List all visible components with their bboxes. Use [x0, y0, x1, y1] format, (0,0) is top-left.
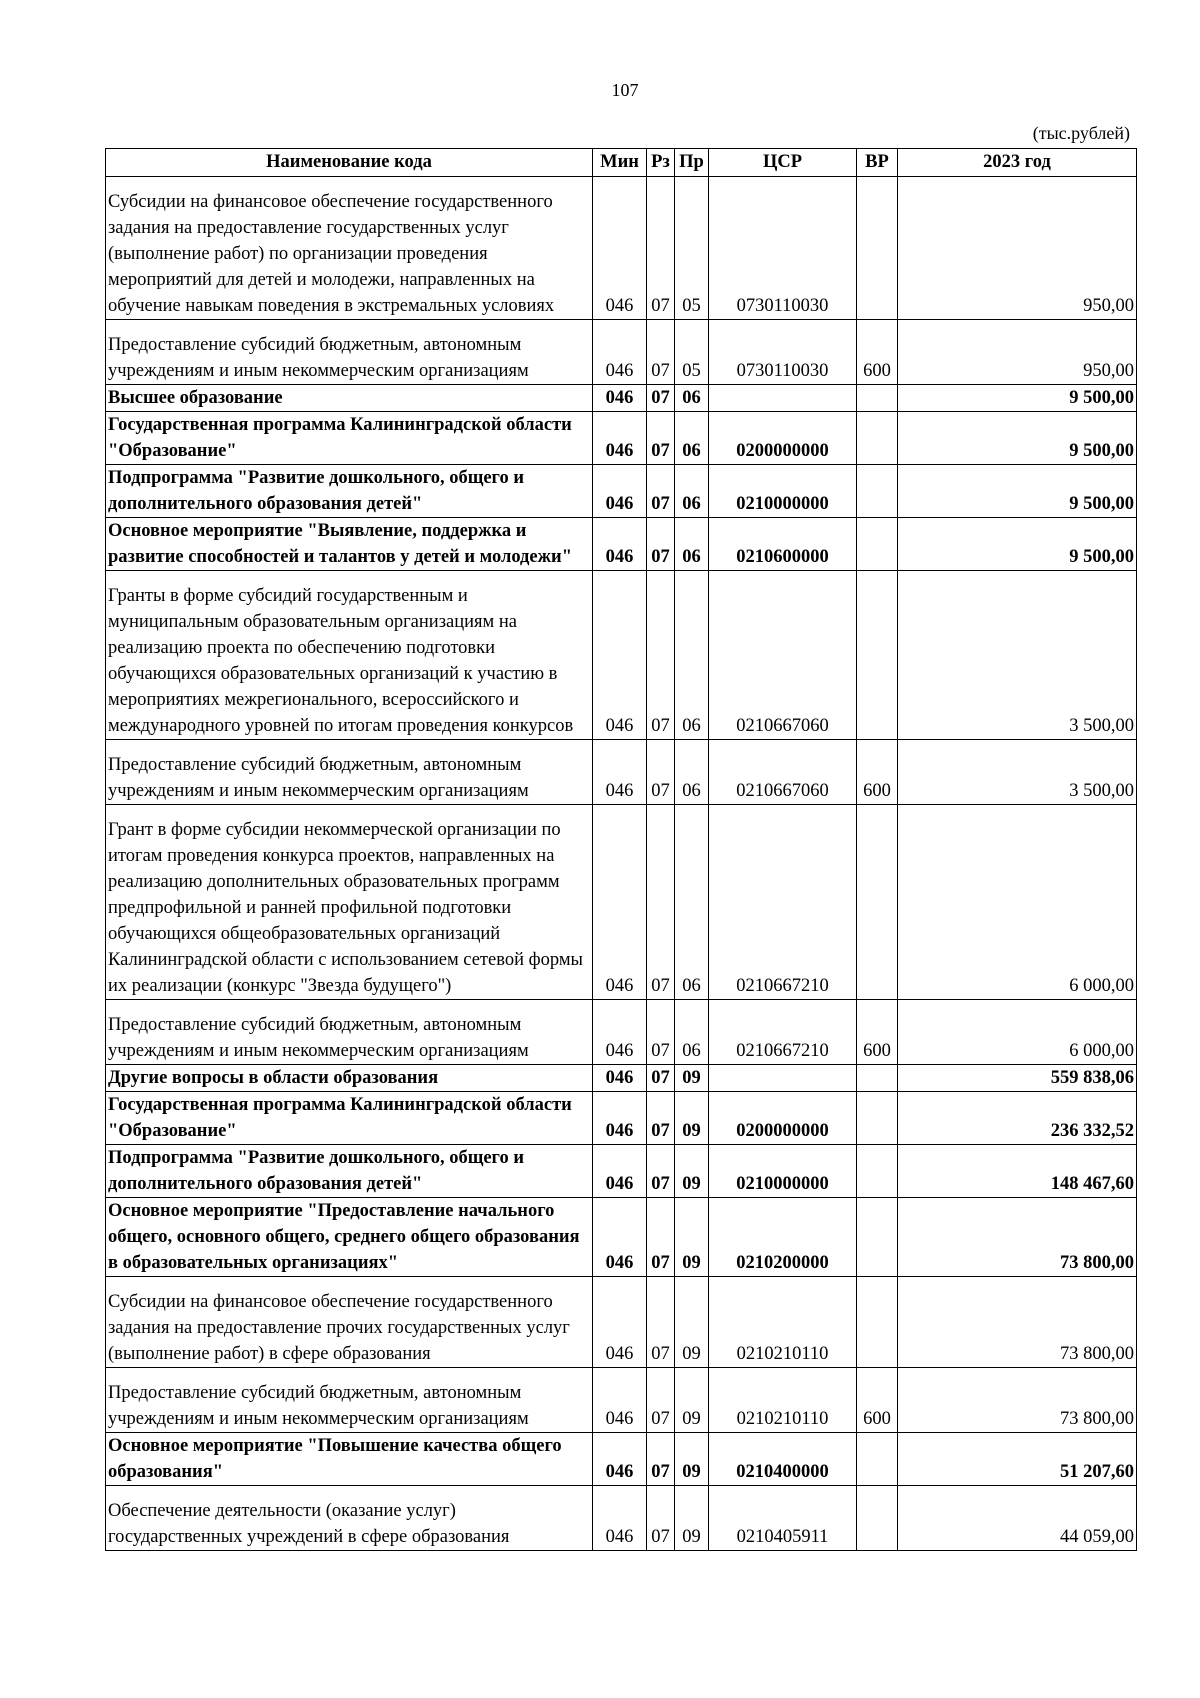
cell-pr: 09 [675, 1433, 709, 1486]
cell-name: Предоставление субсидий бюджетным, автономным учреждениям и иным некоммерческим организациям [106, 320, 593, 385]
cell-rz: 07 [647, 320, 675, 385]
cell-csr: 0210667060 [709, 571, 857, 740]
cell-amount: 73 800,00 [898, 1198, 1137, 1277]
cell-csr: 0210667210 [709, 805, 857, 1000]
cell-rz: 07 [647, 518, 675, 571]
cell-pr: 09 [675, 1092, 709, 1145]
cell-vr: 600 [857, 320, 898, 385]
cell-min: 046 [593, 385, 647, 412]
cell-name: Высшее образование [106, 385, 593, 412]
cell-rz: 07 [647, 1277, 675, 1368]
cell-min: 046 [593, 177, 647, 320]
cell-vr [857, 1277, 898, 1368]
cell-name: Государственная программа Калининградской области "Образование" [106, 1092, 593, 1145]
cell-csr: 0200000000 [709, 412, 857, 465]
table-row [106, 1145, 1137, 1198]
cell-csr: 0210210110 [709, 1368, 857, 1433]
cell-pr: 06 [675, 805, 709, 1000]
cell-rz: 07 [647, 1065, 675, 1092]
cell-min: 046 [593, 740, 647, 805]
cell-name: Обеспечение деятельности (оказание услуг) государственных учреждений в сфере образования [106, 1486, 593, 1551]
cell-amount: 6 000,00 [898, 1000, 1137, 1065]
cell-vr [857, 1198, 898, 1277]
cell-pr: 06 [675, 740, 709, 805]
cell-rz: 07 [647, 1433, 675, 1486]
cell-rz: 07 [647, 805, 675, 1000]
cell-csr [709, 1065, 857, 1092]
cell-vr [857, 1145, 898, 1198]
cell-min: 046 [593, 1368, 647, 1433]
cell-name: Основное мероприятие "Предоставление начального общего, основного общего, среднего общего образования в образовательных организациях" [106, 1198, 593, 1277]
cell-min: 046 [593, 1092, 647, 1145]
cell-pr: 09 [675, 1277, 709, 1368]
cell-rz: 07 [647, 1368, 675, 1433]
table-row [106, 1198, 1137, 1277]
cell-amount: 3 500,00 [898, 571, 1137, 740]
cell-amount: 6 000,00 [898, 805, 1137, 1000]
table-row [106, 740, 1137, 805]
cell-min: 046 [593, 1433, 647, 1486]
table-row [106, 1000, 1137, 1065]
cell-vr: 600 [857, 1368, 898, 1433]
table-row [106, 1368, 1137, 1433]
table-row [106, 320, 1137, 385]
header-csr: ЦСР [709, 149, 857, 177]
cell-csr: 0210210110 [709, 1277, 857, 1368]
cell-amount: 9 500,00 [898, 465, 1137, 518]
cell-vr [857, 385, 898, 412]
cell-pr: 06 [675, 412, 709, 465]
cell-rz: 07 [647, 385, 675, 412]
table-row [106, 412, 1137, 465]
cell-name: Предоставление субсидий бюджетным, автономным учреждениям и иным некоммерческим организациям [106, 1000, 593, 1065]
cell-min: 046 [593, 1277, 647, 1368]
cell-name: Подпрограмма "Развитие дошкольного, общего и дополнительного образования детей" [106, 465, 593, 518]
cell-min: 046 [593, 320, 647, 385]
table-row [106, 385, 1137, 412]
cell-min: 046 [593, 518, 647, 571]
cell-csr: 0200000000 [709, 1092, 857, 1145]
cell-amount: 3 500,00 [898, 740, 1137, 805]
cell-amount: 73 800,00 [898, 1277, 1137, 1368]
cell-amount: 148 467,60 [898, 1145, 1137, 1198]
header-min: Мин [593, 149, 647, 177]
cell-amount: 559 838,06 [898, 1065, 1137, 1092]
cell-csr: 0730110030 [709, 177, 857, 320]
cell-amount: 9 500,00 [898, 518, 1137, 571]
cell-vr [857, 465, 898, 518]
cell-name: Основное мероприятие "Повышение качества общего образования" [106, 1433, 593, 1486]
cell-name: Другие вопросы в области образования [106, 1065, 593, 1092]
cell-vr [857, 1486, 898, 1551]
cell-pr: 06 [675, 1000, 709, 1065]
cell-amount: 950,00 [898, 177, 1137, 320]
cell-csr: 0210000000 [709, 1145, 857, 1198]
cell-name: Предоставление субсидий бюджетным, автономным учреждениям и иным некоммерческим организациям [106, 1368, 593, 1433]
cell-csr [709, 385, 857, 412]
cell-csr: 0210667060 [709, 740, 857, 805]
cell-min: 046 [593, 1065, 647, 1092]
cell-vr [857, 518, 898, 571]
cell-rz: 07 [647, 1486, 675, 1551]
cell-min: 046 [593, 412, 647, 465]
budget-table [105, 148, 1137, 1551]
cell-min: 046 [593, 1000, 647, 1065]
cell-min: 046 [593, 1198, 647, 1277]
cell-csr: 0210667210 [709, 1000, 857, 1065]
table-row [106, 1486, 1137, 1551]
cell-pr: 05 [675, 177, 709, 320]
cell-csr: 0730110030 [709, 320, 857, 385]
cell-name: Субсидии на финансовое обеспечение государственного задания на предоставление государственных услуг (выполнение работ) по организации проведения мероприятий для детей и молодежи, направленных на обучение навыкам поведения в экстремальных условиях [106, 177, 593, 320]
cell-min: 046 [593, 1145, 647, 1198]
header-year: 2023 год [898, 149, 1137, 177]
cell-pr: 06 [675, 385, 709, 412]
cell-rz: 07 [647, 1092, 675, 1145]
cell-amount: 73 800,00 [898, 1368, 1137, 1433]
cell-min: 046 [593, 805, 647, 1000]
cell-pr: 05 [675, 320, 709, 385]
cell-pr: 06 [675, 518, 709, 571]
table-row [106, 465, 1137, 518]
cell-vr: 600 [857, 740, 898, 805]
header-pr: Пр [675, 149, 709, 177]
cell-amount: 51 207,60 [898, 1433, 1137, 1486]
cell-rz: 07 [647, 740, 675, 805]
cell-rz: 07 [647, 465, 675, 518]
cell-pr: 09 [675, 1198, 709, 1277]
units-label: (тыс.рублей) [1032, 123, 1130, 143]
cell-rz: 07 [647, 177, 675, 320]
table-row [106, 177, 1137, 320]
cell-vr: 600 [857, 1000, 898, 1065]
header-rz: Рз [647, 149, 675, 177]
cell-name: Гранты в форме субсидий государственным и муниципальным образовательным организациям на реализацию проекта по обеспечению подготовки обучающихся образовательных организаций к участию в мероприятиях межрегионального, всероссийского и международного уровней по итогам проведения конкурсов [106, 571, 593, 740]
page-number: 107 [611, 80, 639, 100]
cell-rz: 07 [647, 412, 675, 465]
cell-min: 046 [593, 571, 647, 740]
cell-name: Государственная программа Калининградской области "Образование" [106, 412, 593, 465]
cell-vr [857, 1433, 898, 1486]
cell-name: Основное мероприятие "Выявление, поддержка и развитие способностей и талантов у детей и молодежи" [106, 518, 593, 571]
table-row [106, 1092, 1137, 1145]
cell-csr: 0210200000 [709, 1198, 857, 1277]
cell-amount: 236 332,52 [898, 1092, 1137, 1145]
table-row [106, 1433, 1137, 1486]
table-row [106, 1277, 1137, 1368]
cell-pr: 09 [675, 1145, 709, 1198]
cell-csr: 0210600000 [709, 518, 857, 571]
cell-amount: 44 059,00 [898, 1486, 1137, 1551]
cell-amount: 950,00 [898, 320, 1137, 385]
cell-name: Подпрограмма "Развитие дошкольного, общего и дополнительного образования детей" [106, 1145, 593, 1198]
cell-csr: 0210000000 [709, 465, 857, 518]
cell-rz: 07 [647, 571, 675, 740]
table-row [106, 571, 1137, 740]
table-header-row [106, 149, 1137, 177]
cell-name: Субсидии на финансовое обеспечение государственного задания на предоставление прочих государственных услуг (выполнение работ) в сфере образования [106, 1277, 593, 1368]
cell-name: Предоставление субсидий бюджетным, автономным учреждениям и иным некоммерческим организациям [106, 740, 593, 805]
table-row [106, 805, 1137, 1000]
cell-rz: 07 [647, 1000, 675, 1065]
cell-pr: 09 [675, 1368, 709, 1433]
cell-rz: 07 [647, 1198, 675, 1277]
cell-amount: 9 500,00 [898, 385, 1137, 412]
cell-vr [857, 412, 898, 465]
cell-pr: 06 [675, 571, 709, 740]
header-vr: ВР [857, 149, 898, 177]
cell-name: Грант в форме субсидии некоммерческой организации по итогам проведения конкурса проектов, направленных на реализацию дополнительных образовательных программ предпрофильной и ранней профильной подготовки обучающихся общеобразовательных организаций Калининградской области с использованием сетевой формы их реализации (конкурс "Звезда будущего") [106, 805, 593, 1000]
cell-pr: 06 [675, 465, 709, 518]
cell-rz: 07 [647, 1145, 675, 1198]
cell-min: 046 [593, 465, 647, 518]
cell-vr [857, 805, 898, 1000]
cell-pr: 09 [675, 1065, 709, 1092]
cell-vr [857, 1065, 898, 1092]
table-row [106, 518, 1137, 571]
cell-vr [857, 1092, 898, 1145]
header-name: Наименование кода [106, 149, 593, 177]
cell-vr [857, 571, 898, 740]
cell-min: 046 [593, 1486, 647, 1551]
cell-amount: 9 500,00 [898, 412, 1137, 465]
table-row [106, 1065, 1137, 1092]
cell-vr [857, 177, 898, 320]
cell-csr: 0210405911 [709, 1486, 857, 1551]
cell-csr: 0210400000 [709, 1433, 857, 1486]
cell-pr: 09 [675, 1486, 709, 1551]
